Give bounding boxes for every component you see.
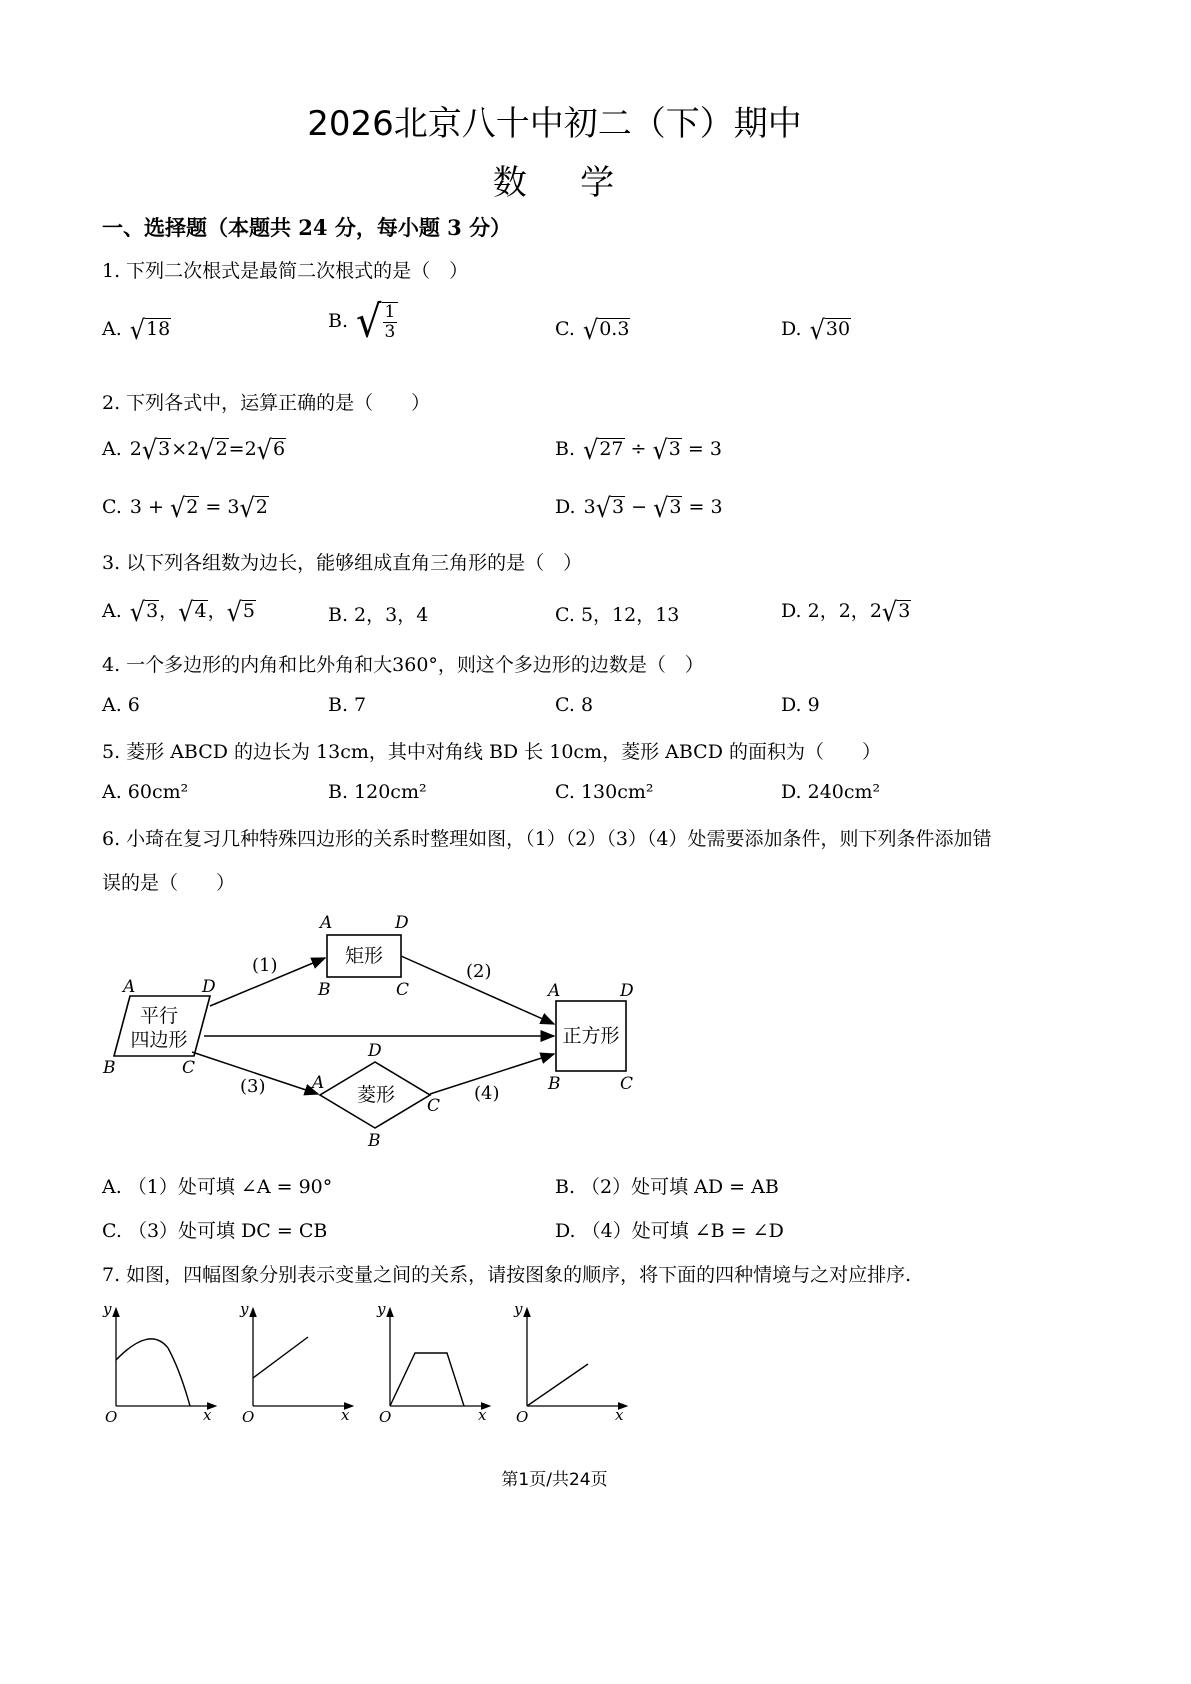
sqrt-fraction: √ $\frac{1}{3}$ [356, 302, 398, 342]
q6-option-d[interactable]: D. （4）处可填 ∠B = ∠D [555, 1220, 784, 1242]
q1-option-a[interactable] [102, 314, 171, 346]
option-label: B. [555, 438, 576, 460]
q2-option-a[interactable]: A. 2 √ 3 ×2 √ 2 =2 √ 6 [102, 434, 286, 466]
rhombus-label: 菱形 [356, 1084, 396, 1106]
question-4-stem: 4. 一个多边形的内角和比外角和大360°，则这个多边形的边数是（ ） [102, 654, 704, 676]
q3-option-a[interactable]: A. √ 3 ， √ 4 ， √ 5 [102, 596, 255, 628]
vertex-label-c: C [182, 1058, 196, 1078]
y-axis-label: y [240, 1300, 249, 1318]
vertex-label-c: C [620, 1074, 634, 1094]
x-axis-label: x [615, 1406, 624, 1424]
graph-1 [102, 1300, 212, 1426]
graph-3-trapezoid [390, 1353, 464, 1406]
sqrt-expression: √ 30 [809, 314, 851, 346]
subject-title: 数 学 [492, 163, 617, 203]
page-footer: 第1页/共24页 [501, 1470, 608, 1490]
vertex-label-a: A [320, 913, 333, 933]
y-axis-label: y [377, 1300, 386, 1318]
origin-label: O [379, 1408, 392, 1426]
option-label: A. [102, 438, 122, 460]
option-label: C. [102, 496, 122, 518]
q5-option-a[interactable]: A. 60cm² [102, 781, 189, 803]
parallelogram-label-2: 四边形 [130, 1029, 188, 1051]
graph-2-line [253, 1337, 308, 1378]
graph-2 [239, 1300, 350, 1426]
q4-option-d[interactable]: D. 9 [781, 694, 820, 716]
q4-option-a[interactable]: A. 6 [102, 694, 140, 716]
sqrt-expression: √ 0.3 [582, 314, 630, 346]
q2-option-b[interactable]: B. √ 27 ÷ √ 3 = 3 [555, 434, 722, 466]
question-1-stem: 1. 下列二次根式是最简二次根式的是（ ） [102, 260, 469, 282]
q6-option-a[interactable]: A. （1）处可填 ∠A = 90° [102, 1176, 333, 1198]
x-axis-label: x [203, 1406, 212, 1424]
x-axis-label: x [341, 1406, 350, 1424]
q2-option-c[interactable]: C. 3 + √ 2 = 3 √ 2 [102, 492, 268, 524]
rectangle-label: 矩形 [344, 945, 384, 967]
question-6-stem-line1: 6. 小琦在复习几种特殊四边形的关系时整理如图，（1）（2）（3）（4）处需要添加条件，则下列条件添加错 [102, 828, 992, 850]
question-5-stem: 5. 菱形 ABCD 的边长为 13cm，其中对角线 BD 长 10cm，菱形 ABCD 的面积为（ ） [102, 741, 881, 763]
option-label: A. [102, 600, 122, 622]
vertex-label-b: B [548, 1074, 561, 1094]
condition-label-3: (3) [240, 1076, 266, 1097]
vertex-label-a: A [123, 977, 136, 997]
q2-option-d[interactable]: D. 3 √ 3 − √ 3 = 3 [555, 492, 723, 524]
option-label: D. [781, 318, 802, 340]
q5-option-d[interactable]: D. 240cm² [781, 781, 881, 803]
question-7-stem: 7. 如图，四幅图象分别表示变量之间的关系，请按图象的顺序，将下面的四种情境与之对应排序. [102, 1264, 912, 1286]
option-label: A. [102, 318, 122, 340]
question-2-stem: 2. 下列各式中，运算正确的是（ ） [102, 392, 431, 414]
question-3-stem: 3. 以下列各组数为边长，能够组成直角三角形的是（ ） [102, 552, 583, 574]
graph-4 [513, 1300, 624, 1426]
vertex-label-b: B [103, 1058, 116, 1078]
vertex-label-b: B [318, 980, 331, 1000]
q6-option-b[interactable]: B. （2）处可填 AD = AB [555, 1176, 779, 1198]
vertex-label-b: B [368, 1131, 381, 1151]
graph-1-curve [116, 1339, 190, 1406]
quadrilateral-relation-diagram [95, 905, 655, 1155]
q4-option-b[interactable]: B. 7 [328, 694, 367, 716]
vertex-label-d: D [620, 981, 634, 1001]
condition-label-2: (2) [466, 961, 492, 982]
q1-option-d[interactable] [781, 314, 851, 346]
option-label: C. [555, 318, 575, 340]
vertex-label-d: D [202, 977, 216, 997]
page-title: 2026北京八十中初二（下）期中 [307, 104, 802, 144]
function-graphs [95, 1300, 640, 1430]
origin-label: O [242, 1408, 255, 1426]
y-axis-label: y [514, 1300, 523, 1318]
vertex-label-d: D [395, 913, 409, 933]
origin-label: O [105, 1408, 118, 1426]
vertex-label-d: D [368, 1041, 382, 1061]
vertex-label-a: A [312, 1073, 325, 1093]
q3-option-c[interactable]: C. 5，12，13 [555, 604, 680, 626]
option-text: D. 2，2， [781, 600, 870, 622]
option-label: B. [328, 310, 349, 332]
sqrt-expression: √ 18 [129, 314, 171, 346]
q5-option-b[interactable]: B. 120cm² [328, 781, 427, 803]
origin-label: O [516, 1408, 529, 1426]
square-label: 正方形 [562, 1025, 620, 1047]
y-axis-label: y [103, 1300, 112, 1318]
q5-option-c[interactable]: C. 130cm² [555, 781, 654, 803]
x-axis-label: x [478, 1406, 487, 1424]
question-6-stem-line2: 误的是（ ） [102, 872, 236, 894]
parallelogram-label-1: 平行 [139, 1005, 179, 1027]
q3-option-b[interactable]: B. 2，3，4 [328, 604, 429, 626]
condition-label-1: (1) [252, 955, 278, 976]
section-heading: 一、选择题（本题共 24 分，每小题 3 分） [102, 215, 512, 240]
q4-option-c[interactable]: C. 8 [555, 694, 594, 716]
vertex-label-c: C [396, 980, 410, 1000]
q1-option-b[interactable] [328, 296, 398, 348]
q6-option-c[interactable]: C. （3）处可填 DC = CB [102, 1220, 328, 1242]
condition-label-4: (4) [474, 1083, 500, 1104]
vertex-label-a: A [548, 981, 561, 1001]
option-label: D. [555, 496, 576, 518]
graph-3 [376, 1300, 487, 1426]
graph-4-line [527, 1364, 588, 1406]
q1-option-c[interactable] [555, 314, 630, 346]
q3-option-d[interactable]: D. 2，2，2 √ 3 [781, 596, 911, 628]
vertex-label-c: C [427, 1096, 441, 1116]
